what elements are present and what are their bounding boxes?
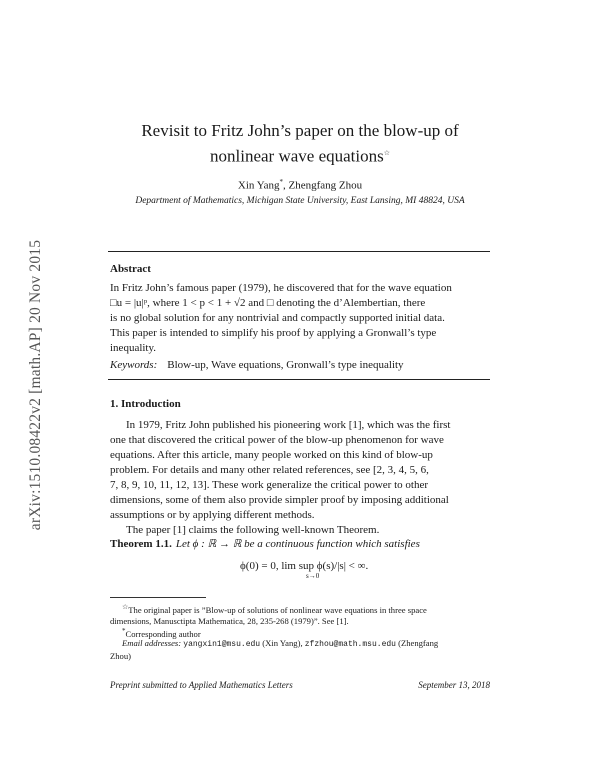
theorem-text: Let ϕ : ℝ → ℝ be a continuous function which satisfies [175,538,420,550]
abstract-line: inequality. [110,342,157,354]
footnote-line: The original paper is ”Blow-up of solutions of nonlinear wave equations in three space [128,604,427,615]
footnote-rule [110,597,206,598]
intro-line: The paper [1] claims the following well-known Theorem. [126,524,380,536]
intro-line: 7, 8, 9, 10, 11, 12, 13]. These work generalize the critical power to other [110,479,428,491]
email-line-2: Zhou) [110,650,132,661]
author-1: Xin Yang [237,179,280,192]
author-1-mark: * [279,178,283,186]
authors [100,178,500,192]
intro-line: In 1979, Fritz John published his pioneering work [1], which was the first [126,419,451,431]
theorem-statement [110,537,420,550]
footnote-text: Corresponding author [125,628,201,639]
email-link-zhengfang-zhou[interactable]: zfzhou@math.msu.edu [304,640,396,649]
affiliation: Department of Mathematics, Michigan State University, East Lansing, MI 48824, USA [135,196,465,206]
abstract-line: This paper is intended to simplify his proof by applying a Gronwall’s type [110,327,437,339]
footer-preprint: Preprint submitted to Applied Mathematics Letters [110,680,293,690]
intro-line: equations. After this article, many people worked on this kind of blow-up [110,449,433,461]
introduction-body [110,418,490,538]
abstract-top-rule [108,251,490,252]
theorem-equation [240,560,369,580]
title-footnote-mark: ☆ [383,149,390,157]
email-owner: (Xin Yang), [260,638,305,648]
author-2: Zhengfang Zhou [288,179,363,192]
intro-line: dimensions, some of them also provide simpler proof by imposing additional [110,494,449,506]
intro-line: one that discovered the critical power of the blow-up phenomenon for wave [110,434,444,446]
intro-line: problem. For details and many other related references, see [2, 3, 4, 5, 6, [110,464,429,476]
section-heading-introduction: 1. Introduction [110,398,181,410]
abstract-heading: Abstract [110,263,151,275]
keywords-text: Blow-up, Wave equations, Gronwall’s type inequality [167,359,404,371]
equation-subscript: s→0 [306,572,320,580]
title-line-1: Revisit to Fritz John’s paper on the blow-up of [141,121,459,140]
keywords-label: Keywords: [110,359,158,371]
footnote-mark: ☆ [122,603,129,611]
title-line-2: nonlinear wave equations [210,146,384,166]
keywords [110,359,404,371]
email-label: Email addresses: [122,638,182,648]
footnote-line: dimensions, Manusctipta Mathematica, 28, 235-268 (1979)”. See [1]. [110,616,349,627]
paper-title [100,120,500,168]
abstract-body [110,281,490,356]
abstract-line: In Fritz John’s famous paper (1979), he discovered that for the wave equation [110,282,452,294]
email-owner: (Zhengfang [395,638,439,648]
footnote-original-paper [110,602,490,628]
author-separator: , [282,179,289,192]
abstract-bottom-rule [108,379,490,380]
abstract-line: is no global solution for any nontrivial and compactly supported initial data. [110,312,445,324]
footnote-mark: * [122,627,126,635]
theorem-label: Theorem 1.1. [110,538,172,550]
email-link-xin-yang[interactable]: yangxin1@msu.edu [183,640,261,649]
abstract-line: □u = |u|ᵖ, where 1 < p < 1 + √2 and □ denoting the d’Alembertian, there [110,297,426,309]
intro-line: assumptions or by applying different methods. [110,509,315,521]
footer-date: September 13, 2018 [418,680,490,690]
equation-text: ϕ(0) = 0, lim sup ϕ(s)/|s| < ∞. [240,560,369,572]
arxiv-identifier: arXiv:1510.08422v2 [math.AP] 20 Nov 2015 [27,239,44,531]
footnote-emails [110,638,490,662]
